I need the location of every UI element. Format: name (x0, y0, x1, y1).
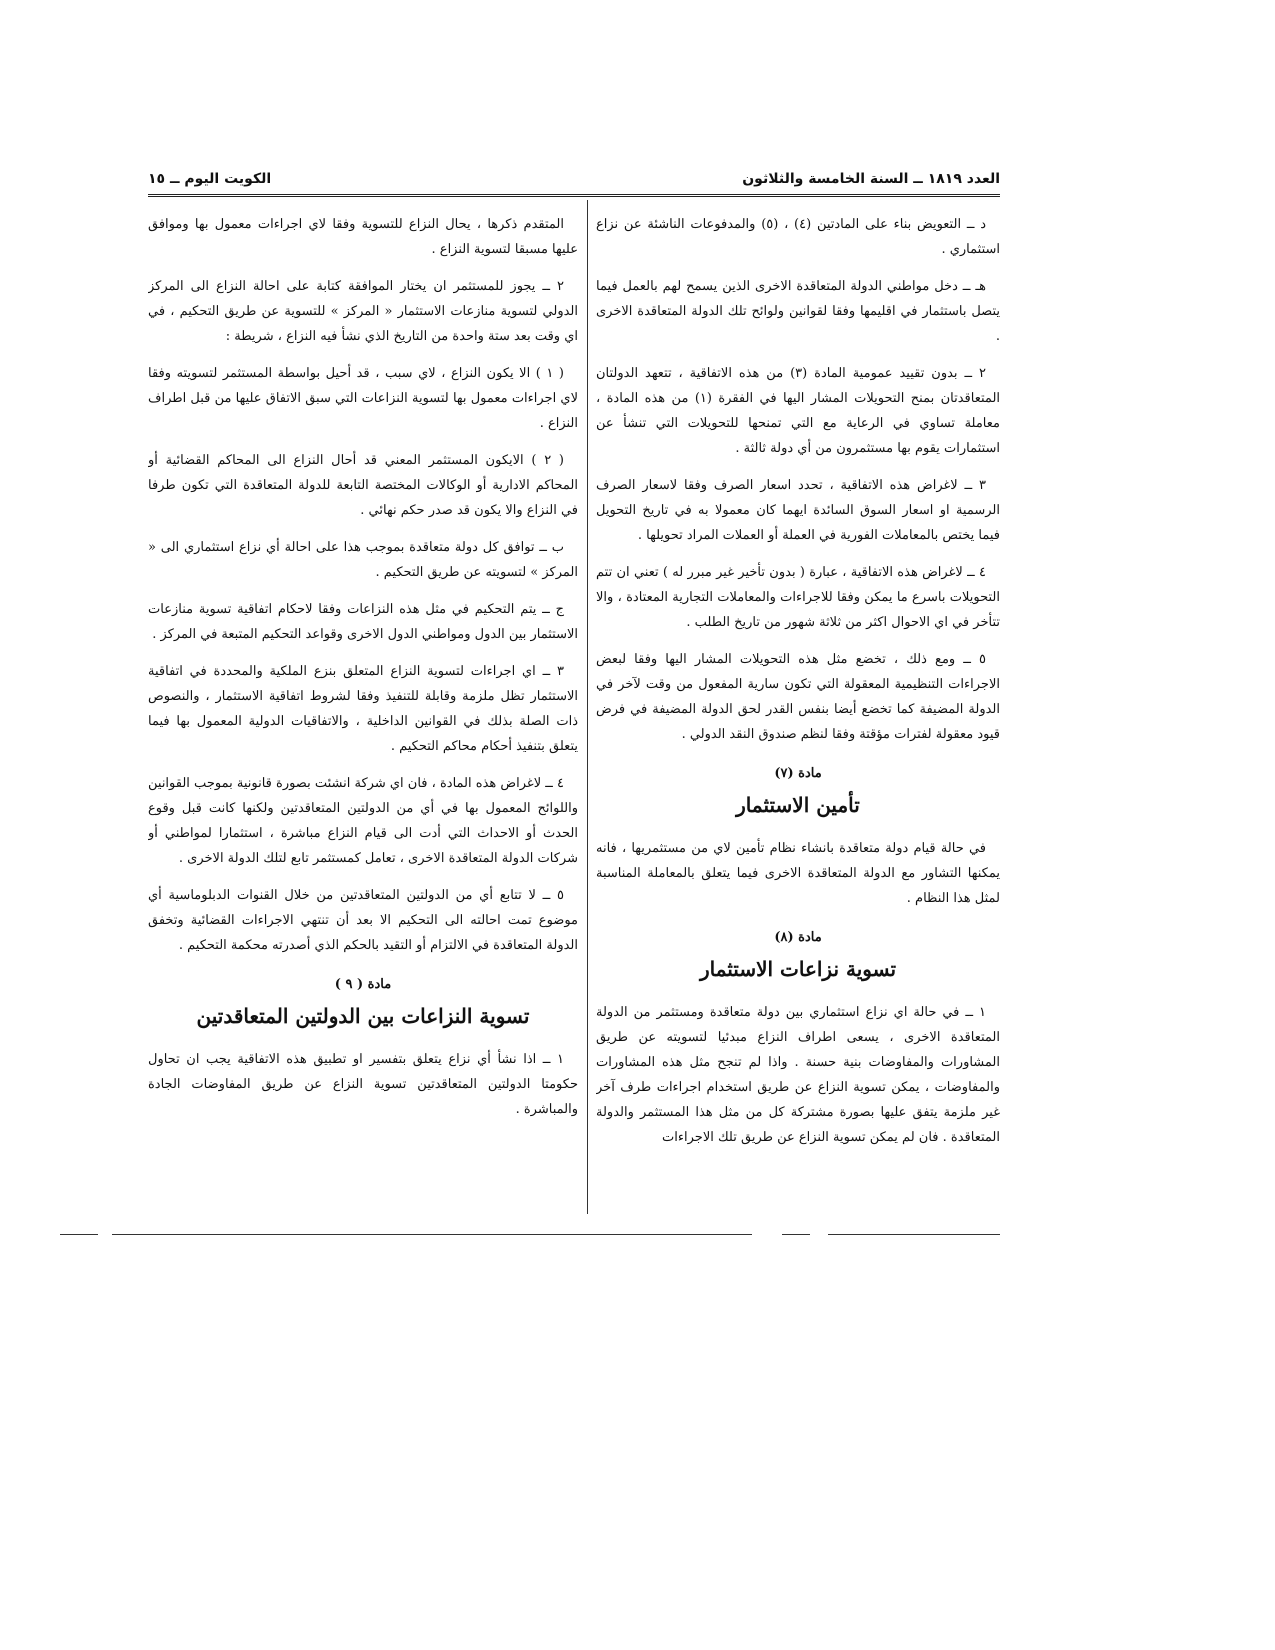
paragraph: المتقدم ذكرها ، يحال النزاع للتسوية وفقا لاي اجراءات معمول بها وموافق عليها مسبقا لتسوية النزاع . (148, 217, 578, 257)
header-issue-info: العدد ١٨١٩ ــ السنة الخامسة والثلاثون (742, 171, 1000, 187)
footer-rules (60, 1234, 1000, 1240)
column-divider (587, 200, 588, 1214)
paragraph: ٢ ــ بدون تقييد عمومية المادة (٣) من هذه الاتفاقية ، تتعهد الدولتان المتعاقدتان بمنح التحويلات المشار اليها في الفقرة (١) من هذه المادة ، معاملة تساوي في الرعاية مع التي تمنحها للتحويلات التي تنشأ عن استثمارات يقوم بها مستثمرون من أي دولة ثالثة . (596, 366, 1000, 456)
paragraph: ١ ــ في حالة اي نزاع استثماري بين دولة متعاقدة ومستثمر من الدولة المتعاقدة الاخرى ، يسعى اطراف النزاع مبدئيا لتسويته عن طريق المشاورات والمفاوضات بنية حسنة . واذا لم تنجح مثل هذه المشاورات والمفاوضات ، يمكن تسوية النزاع عن طريق استخدام اجراءات طرف آخر غير ملزمة يتفق عليها بصورة مشتركة كل من مثل هذا المستثمر والدولة المتعاقدة . فان لم يمكن تسوية النزاع عن طريق تلك الاجراءات (596, 1005, 1000, 1145)
paragraph: د ــ التعويض بناء على المادتين (٤) ، (٥) والمدفوعات الناشئة عن نزاع استثماري . (596, 217, 1000, 257)
paragraph: ب ــ توافق كل دولة متعاقدة بموجب هذا على احالة أي نزاع استثماري الى « المركز » لتسويته عن طريق التحكيم . (148, 540, 578, 580)
paragraph: هـ ــ دخل مواطني الدولة المتعاقدة الاخرى الذين يسمح لهم بالعمل فيما يتصل باستثمار في اقليمها وفقا لقوانين ولوائح تلك الدولة المتعاقدة الاخرى . (596, 279, 1000, 344)
paragraph: ( ٢ ) الايكون المستثمر المعني قد أحال النزاع الى المحاكم القضائية أو المحاكم الادارية أو الوكالات المختصة التابعة للدولة المتعاقدة التي تكون طرفا في النزاع والا يكون قد صدر حكم نهائي . (148, 453, 578, 518)
paragraph: ( ١ ) الا يكون النزاع ، لاي سبب ، قد أحيل بواسطة المستثمر لتسويته وفقا لاي اجراءات معمول بها لتسوية النزاعات التي سبق الاتفاق عليها من قبل اطراف النزاع . (148, 366, 578, 431)
left-column (148, 212, 578, 1212)
paragraph: ٤ ــ لاغراض هذه الاتفاقية ، عبارة ( بدون تأخير غير مبرر له ) تعني ان تتم التحويلات باسرع ما يمكن وفقا للاجراءات والمعاملات التجارية المعتادة ، والا تتأخر في اي الاحوال اكثر من ثلاثة شهور من تاريخ الطلب . (596, 565, 1000, 630)
article-7-label: مادة (٧) (774, 766, 822, 781)
page-header (148, 168, 1000, 190)
header-rule (148, 194, 1000, 197)
article-8-label: مادة (٨) (774, 930, 822, 945)
right-column (596, 212, 1000, 1212)
header-page-number: الكويت اليوم ــ ١٥ (148, 171, 272, 187)
paragraph: ٢ ــ يجوز للمستثمر ان يختار الموافقة كتابة على احالة النزاع الى المركز الدولي لتسوية منازعات الاستثمار « المركز » للتسوية عن طريق التحكيم ، في اي وقت بعد ستة واحدة من التاريخ الذي نشأ فيه النزاع ، شريطة : (148, 279, 578, 344)
article-9-label: مادة ( ٩ ) (334, 977, 392, 992)
paragraph: في حالة قيام دولة متعاقدة بانشاء نظام تأمين لاي من مستثمريها ، فانه يمكنها التشاور مع الدولة المتعاقدة الاخرى فيما يتعلق بالمعاملة المناسبة لمثل هذا النظام . (596, 841, 1000, 906)
paragraph: ٣ ــ اي اجراءات لتسوية النزاع المتعلق بنزع الملكية والمحددة في اتفاقية الاستثمار تظل ملزمة وقابلة للتنفيذ وفقا لشروط اتفاقية الاستثمار ، والنصوص ذات الصلة بذلك في القوانين الداخلية ، والاتفاقيات الدولية المعمول بها فيما يتعلق بتنفيذ أحكام محاكم التحكيم . (148, 664, 578, 754)
article-9-heading: تسوية النزاعات بين الدولتين المتعاقدتين (196, 1004, 530, 1028)
article-8-heading: تسوية نزاعات الاستثمار (699, 957, 897, 981)
paragraph: ٤ ــ لاغراض هذه المادة ، فان اي شركة انشئت بصورة قانونية بموجب القوانين واللوائح المعمول بها في أي من الدولتين المتعاقدتين ولكنها كانت قبل وقوع الحدث أو الاحداث التي أدت الى قيام النزاع مباشرة ، استثمارا لمواطني أو شركات الدولة المتعاقدة الاخرى ، تعامل كمستثمر تابع لتلك الدولة الاخرى . (148, 776, 578, 866)
article-7-heading: تأمين الاستثمار (736, 793, 860, 817)
paragraph: ٥ ــ لا تتابع أي من الدولتين المتعاقدتين من خلال القنوات الدبلوماسية أي موضوع تمت احالته الى التحكيم الا بعد أن تنتهي الاجراءات القضائية وتخفق الدولة المتعاقدة في الالتزام أو التقيد بالحكم الذي أصدرته محكمة التحكيم . (148, 888, 578, 953)
paragraph: ١ ــ اذا نشأ أي نزاع يتعلق بتفسير او تطبيق هذه الاتفاقية يجب ان تحاول حكومتا الدولتين المتعاقدتين تسوية النزاع عن طريق المفاوضات الجادة والمباشرة . (148, 1052, 578, 1117)
paragraph: ج ــ يتم التحكيم في مثل هذه النزاعات وفقا لاحكام اتفاقية تسوية منازعات الاستثمار بين الدول ومواطني الدول الاخرى وقواعد التحكيم المتبعة في المركز . (148, 602, 578, 642)
paragraph: ٣ ــ لاغراض هذه الاتفاقية ، تحدد اسعار الصرف وفقا لاسعار الصرف الرسمية او اسعار السوق السائدة ايهما كان معمولا به في تاريخ التحويل فيما يختص بالمعاملات الفورية في العملة أو العملات المراد تحويلها . (596, 478, 1000, 543)
paragraph: ٥ ــ ومع ذلك ، تخضع مثل هذه التحويلات المشار اليها وفقا لبعض الاجراءات التنظيمية المعقولة التي تكون سارية المفعول من وقت لآخر في الدولة المضيفة كما تخضع أيضا بنفس القدر لحق الدولة المضيفة في فرض قيود معقولة لفترات مؤقتة وفقا لنظم صندوق النقد الدولي . (596, 652, 1000, 742)
